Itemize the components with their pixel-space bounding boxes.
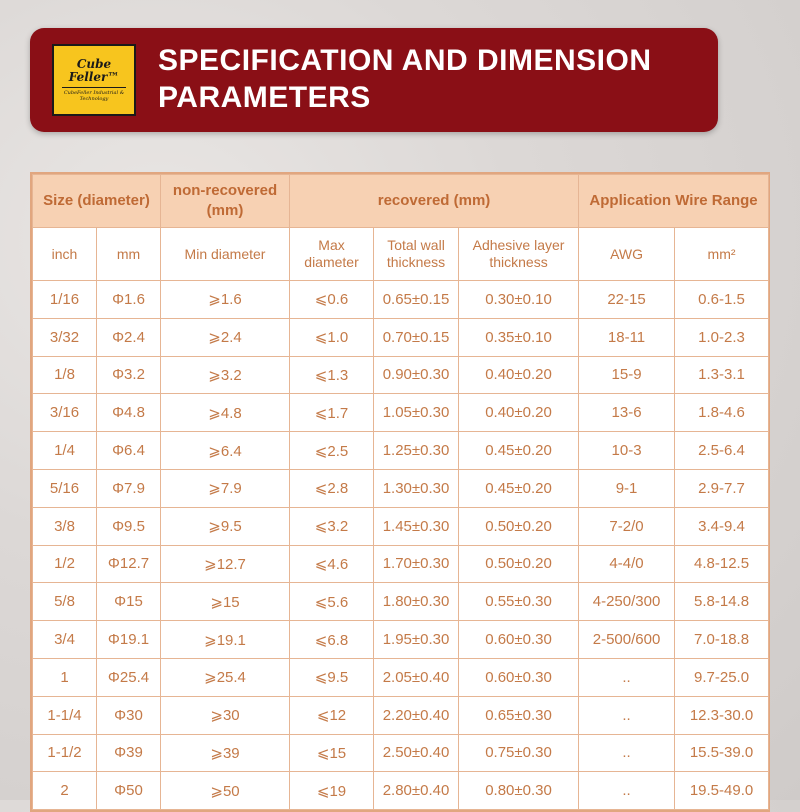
table-cell: 9.7-25.0 <box>675 658 769 696</box>
table-cell: 1.95±0.30 <box>374 621 459 659</box>
logo-divider <box>62 87 126 88</box>
table-cell: 4-250/300 <box>579 583 675 621</box>
table-cell: Φ15 <box>97 583 161 621</box>
table-cell: ⩾50 <box>161 772 290 810</box>
table-cell: ⩾2.4 <box>161 318 290 356</box>
table-cell: ⩽2.5 <box>290 432 374 470</box>
table-cell: .. <box>579 696 675 734</box>
spec-table-body <box>33 281 769 810</box>
table-cell: 1.05±0.30 <box>374 394 459 432</box>
table-cell: 1.25±0.30 <box>374 432 459 470</box>
table-cell: 1/4 <box>33 432 97 470</box>
header-non-recovered: non-recovered (mm) <box>161 175 290 228</box>
table-cell: 1.30±0.30 <box>374 469 459 507</box>
table-row <box>33 772 769 810</box>
table-cell: ⩽19 <box>290 772 374 810</box>
table-cell: 0.50±0.20 <box>459 545 579 583</box>
table-cell: 1.80±0.30 <box>374 583 459 621</box>
header-recovered: recovered (mm) <box>290 175 579 228</box>
table-cell: 1.8-4.6 <box>675 394 769 432</box>
table-row <box>33 469 769 507</box>
table-row <box>33 545 769 583</box>
table-cell: ⩾4.8 <box>161 394 290 432</box>
table-cell: 2.20±0.40 <box>374 696 459 734</box>
table-cell: 15-9 <box>579 356 675 394</box>
brand-logo <box>52 44 136 116</box>
table-cell: 5/8 <box>33 583 97 621</box>
table-cell: 2.80±0.40 <box>374 772 459 810</box>
table-row <box>33 356 769 394</box>
subheader-adhesive-layer-thickness: Adhesive layer thickness <box>459 228 579 281</box>
table-cell: ⩾39 <box>161 734 290 772</box>
table-row <box>33 621 769 659</box>
table-row <box>33 583 769 621</box>
table-cell: 9-1 <box>579 469 675 507</box>
table-cell: 0.70±0.15 <box>374 318 459 356</box>
sub-header-row <box>33 228 769 281</box>
table-cell: ⩽6.8 <box>290 621 374 659</box>
table-cell: 1 <box>33 658 97 696</box>
table-row <box>33 281 769 319</box>
table-cell: 0.45±0.20 <box>459 469 579 507</box>
table-cell: Φ12.7 <box>97 545 161 583</box>
table-cell: ⩽5.6 <box>290 583 374 621</box>
table-cell: 18-11 <box>579 318 675 356</box>
table-cell: 3/16 <box>33 394 97 432</box>
table-cell: ⩽1.7 <box>290 394 374 432</box>
table-cell: Φ1.6 <box>97 281 161 319</box>
table-cell: 0.80±0.30 <box>459 772 579 810</box>
table-cell: 13-6 <box>579 394 675 432</box>
table-cell: Φ19.1 <box>97 621 161 659</box>
table-cell: ⩾6.4 <box>161 432 290 470</box>
table-cell: 1-1/2 <box>33 734 97 772</box>
table-cell: 0.45±0.20 <box>459 432 579 470</box>
table-cell: 7.0-18.8 <box>675 621 769 659</box>
table-cell: 0.65±0.30 <box>459 696 579 734</box>
table-cell: 0.55±0.30 <box>459 583 579 621</box>
table-cell: 0.65±0.15 <box>374 281 459 319</box>
subheader-awg: AWG <box>579 228 675 281</box>
table-cell: Φ25.4 <box>97 658 161 696</box>
table-cell: 4-4/0 <box>579 545 675 583</box>
table-cell: .. <box>579 734 675 772</box>
header-banner <box>30 28 718 132</box>
table-cell: ⩽15 <box>290 734 374 772</box>
table-cell: 0.6-1.5 <box>675 281 769 319</box>
table-cell: ⩽0.6 <box>290 281 374 319</box>
table-row <box>33 658 769 696</box>
table-cell: ⩾25.4 <box>161 658 290 696</box>
table-cell: ⩾12.7 <box>161 545 290 583</box>
table-cell: Φ7.9 <box>97 469 161 507</box>
table-cell: 1.70±0.30 <box>374 545 459 583</box>
table-row <box>33 394 769 432</box>
table-cell: .. <box>579 772 675 810</box>
table-cell: 12.3-30.0 <box>675 696 769 734</box>
table-cell: 19.5-49.0 <box>675 772 769 810</box>
table-cell: ⩽3.2 <box>290 507 374 545</box>
subheader-mm: mm <box>97 228 161 281</box>
table-cell: .. <box>579 658 675 696</box>
table-cell: 0.40±0.20 <box>459 394 579 432</box>
group-header-row <box>33 175 769 228</box>
table-row <box>33 318 769 356</box>
subheader-inch: inch <box>33 228 97 281</box>
table-cell: 2.05±0.40 <box>374 658 459 696</box>
table-cell: 0.60±0.30 <box>459 658 579 696</box>
table-cell: 1-1/4 <box>33 696 97 734</box>
table-cell: ⩾3.2 <box>161 356 290 394</box>
subheader-max-diameter: Max diameter <box>290 228 374 281</box>
table-cell: ⩾9.5 <box>161 507 290 545</box>
table-cell: Φ9.5 <box>97 507 161 545</box>
table-cell: ⩽1.0 <box>290 318 374 356</box>
table-cell: 0.40±0.20 <box>459 356 579 394</box>
table-cell: Φ3.2 <box>97 356 161 394</box>
table-cell: 0.75±0.30 <box>459 734 579 772</box>
table-row <box>33 696 769 734</box>
table-row <box>33 432 769 470</box>
table-row <box>33 507 769 545</box>
table-cell: 2.9-7.7 <box>675 469 769 507</box>
table-cell: ⩽9.5 <box>290 658 374 696</box>
table-cell: ⩾1.6 <box>161 281 290 319</box>
table-cell: ⩽2.8 <box>290 469 374 507</box>
table-cell: 3/4 <box>33 621 97 659</box>
table-cell: ⩽1.3 <box>290 356 374 394</box>
table-row <box>33 734 769 772</box>
table-cell: 3/32 <box>33 318 97 356</box>
table-cell: 1.3-3.1 <box>675 356 769 394</box>
subheader-total-wall-thickness: Total wall thickness <box>374 228 459 281</box>
spec-table-container <box>30 172 770 812</box>
table-cell: 2.50±0.40 <box>374 734 459 772</box>
table-cell: 1/16 <box>33 281 97 319</box>
table-cell: ⩾30 <box>161 696 290 734</box>
table-cell: 22-15 <box>579 281 675 319</box>
table-cell: 0.90±0.30 <box>374 356 459 394</box>
table-cell: 3.4-9.4 <box>675 507 769 545</box>
table-cell: 4.8-12.5 <box>675 545 769 583</box>
table-cell: Φ39 <box>97 734 161 772</box>
logo-tagline: CubeFeller Industrial & Technology <box>63 90 125 102</box>
subheader-mm2: mm² <box>675 228 769 281</box>
table-cell: Φ50 <box>97 772 161 810</box>
table-cell: Φ6.4 <box>97 432 161 470</box>
table-cell: 5/16 <box>33 469 97 507</box>
table-cell: 2.5-6.4 <box>675 432 769 470</box>
table-cell: 1/2 <box>33 545 97 583</box>
table-cell: 1.45±0.30 <box>374 507 459 545</box>
table-cell: Φ4.8 <box>97 394 161 432</box>
page-title: SPECIFICATION AND DIMENSION PARAMETERS <box>158 44 652 114</box>
table-cell: Φ2.4 <box>97 318 161 356</box>
table-cell: 10-3 <box>579 432 675 470</box>
table-cell: 0.30±0.10 <box>459 281 579 319</box>
spec-table <box>32 174 769 810</box>
table-cell: Φ30 <box>97 696 161 734</box>
table-cell: 15.5-39.0 <box>675 734 769 772</box>
table-cell: 0.60±0.30 <box>459 621 579 659</box>
table-cell: ⩾15 <box>161 583 290 621</box>
header-application-wire-range: Application Wire Range <box>579 175 769 228</box>
subheader-min-diameter: Min diameter <box>161 228 290 281</box>
table-cell: 7-2/0 <box>579 507 675 545</box>
table-cell: 0.50±0.20 <box>459 507 579 545</box>
table-cell: 5.8-14.8 <box>675 583 769 621</box>
header-size: Size (diameter) <box>33 175 161 228</box>
table-cell: 1/8 <box>33 356 97 394</box>
table-cell: ⩾7.9 <box>161 469 290 507</box>
table-cell: 2 <box>33 772 97 810</box>
logo-wordmark: Cube Feller™ <box>68 57 120 84</box>
table-cell: 0.35±0.10 <box>459 318 579 356</box>
table-cell: 2-500/600 <box>579 621 675 659</box>
table-cell: ⩽4.6 <box>290 545 374 583</box>
table-cell: ⩽12 <box>290 696 374 734</box>
table-cell: 1.0-2.3 <box>675 318 769 356</box>
table-cell: ⩾19.1 <box>161 621 290 659</box>
table-cell: 3/8 <box>33 507 97 545</box>
